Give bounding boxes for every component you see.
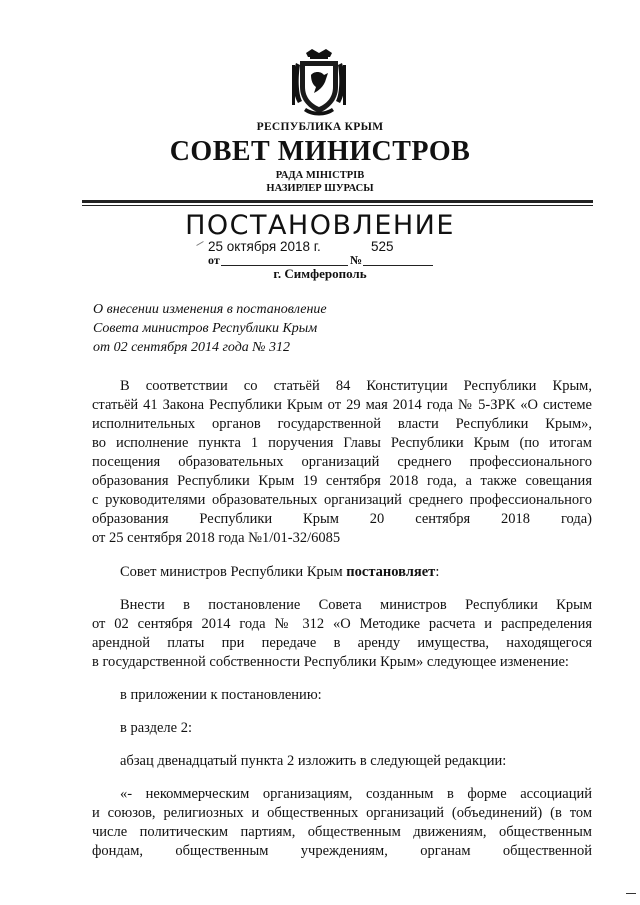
paragraph-line: в государственной собственности Республики Крым» следующее изменение:: [92, 654, 569, 670]
paragraph-line: «- некоммерческим организациям, созданным в форме ассоциаций: [120, 786, 592, 802]
paragraph-line: исполнительных органов государственной власти Республики Крым»,: [92, 416, 592, 432]
paragraph-line: числе политическим партиям, общественным движениям, общественным: [92, 824, 592, 840]
paragraph-line: статьёй 41 Закона Республики Крым от 29 мая 2014 года № 5-ЗРК «О системе: [92, 397, 592, 413]
subject-line: Совета министров Республики Крым: [93, 321, 318, 336]
republic-name: РЕСПУБЛИКА КРЫМ: [256, 121, 384, 133]
decree-subject: [93, 300, 327, 357]
paragraph-line: и союзов, религиозных и общественных организаций (объединений) (в том: [92, 805, 592, 821]
header-rule-thin: [82, 205, 593, 206]
council-title: СОВЕТ МИНИСТРОВ: [169, 136, 471, 167]
scan-mark: [196, 241, 203, 246]
amendment-item: в разделе 2:: [120, 720, 193, 736]
paragraph-line: во исполнение пункта 1 поручения Главы Республики Крым (по итогам: [92, 435, 592, 451]
paragraph-line: Внести в постановление Совета министров Республики Крым: [120, 597, 592, 613]
date-label: от: [208, 253, 220, 267]
city: г. Симферополь: [273, 266, 367, 281]
resolves-suffix: :: [435, 564, 440, 580]
crimea-coat-of-arms-icon: [288, 47, 350, 119]
council-title-ukrainian: РАДА МІНІСТРІВ: [275, 170, 365, 181]
amendment-item: абзац двенадцатый пункта 2 изложить в следующей редакции:: [120, 753, 507, 769]
paragraph-line: от 02 сентября 2014 года № 312 «О Методике расчета и распределения: [92, 616, 592, 632]
subject-line: от 02 сентября 2014 года № 312: [93, 340, 291, 355]
scan-mark: [626, 893, 636, 894]
resolves-prefix: Совет министров Республики Крым: [120, 564, 347, 580]
paragraph-line: образования Республики Крым 20 сентября 2018 года): [92, 511, 592, 527]
paragraph-line: фондам, общественным учреждениям, органам общественной: [92, 843, 592, 859]
decree-title: ПОСТАНОВЛЕНИЕ: [185, 210, 455, 241]
decree-number: 525: [371, 239, 394, 254]
paragraph-line: В соответствии со статьёй 84 Конституции Республики Крым,: [120, 378, 592, 394]
paragraph-line: посещения образовательных организаций среднего профессионального: [92, 454, 592, 470]
number-label: №: [350, 253, 363, 267]
paragraph-line: с руководителями образовательных организаций среднего профессионального: [92, 492, 592, 508]
paragraph-line: образования Республики Крым 19 сентября 2018 года, а также совещания: [92, 473, 592, 489]
resolves-keyword: постановляет: [346, 564, 436, 580]
subject-line: О внесении изменения в постановление: [93, 302, 327, 317]
resolves-line: [120, 564, 592, 583]
paragraph-line: арендной платы при передаче в аренду имущества, находящегося: [92, 635, 592, 651]
decree-date: 25 октября 2018 г.: [208, 239, 321, 254]
amendment-item: в приложении к постановлению:: [120, 687, 322, 703]
paragraph-line: от 25 сентября 2018 года №1/01-32/6085: [92, 530, 341, 546]
header-rule-thick: [82, 200, 593, 203]
council-title-crimean-tatar: НАЗИРЛЕР ШУРАСЫ: [266, 183, 374, 194]
